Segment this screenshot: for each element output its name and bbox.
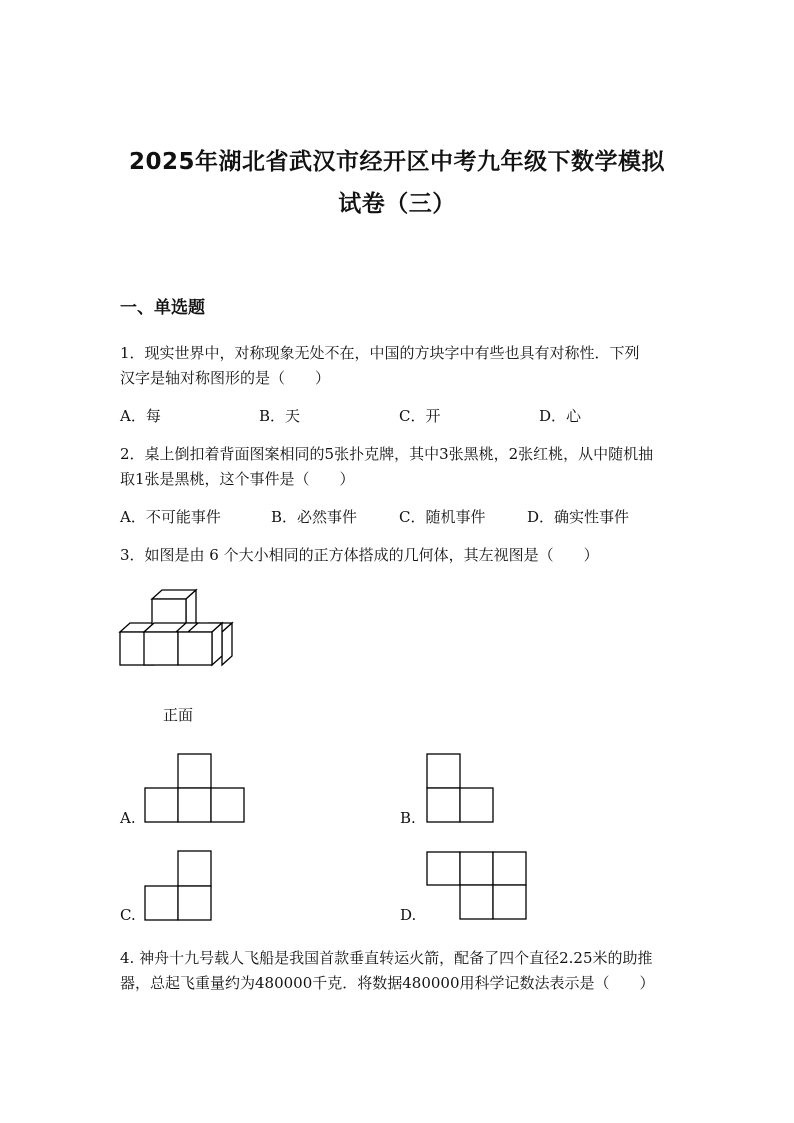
question-3-option-b: B. — [400, 809, 416, 827]
option-b-figure — [425, 753, 497, 823]
page-title-line-1: 2025年湖北省武汉市经开区中考九年级下数学模拟 — [128, 149, 665, 175]
option-d-figure — [425, 850, 529, 922]
question-1-option-c: C．开 — [399, 407, 441, 425]
question-2-option-d: D．确实性事件 — [527, 508, 630, 526]
question-2-option-b: B．必然事件 — [271, 508, 358, 526]
question-3-line-1: 3．如图是由 6 个大小相同的正方体搭成的几何体，其左视图是（ ） — [120, 546, 599, 564]
option-a-figure — [143, 753, 248, 823]
section-heading: 一、单选题 — [120, 298, 205, 318]
question-1-option-a: A．每 — [120, 407, 161, 425]
page-title-line-2: 试卷（三） — [338, 191, 456, 217]
question-3-option-c: C. — [120, 906, 136, 924]
option-c-figure — [143, 850, 215, 922]
question-1-option-d: D．心 — [539, 407, 582, 425]
question-2-option-a: A．不可能事件 — [120, 508, 221, 526]
question-1-line-1: 1．现实世界中，对称现象无处不在，中国的方块字中有些也具有对称性．下列 — [120, 344, 640, 362]
question-1-line-2: 汉字是轴对称图形的是（ ） — [120, 369, 331, 387]
question-4-line-2: 器，总起飞重量约为480000千克．将数据480000用科学记数法表示是（ ） — [120, 974, 655, 992]
question-3-option-a: A. — [120, 809, 136, 827]
question-2-option-c: C．随机事件 — [399, 508, 486, 526]
question-2-line-1: 2．桌上倒扣着背面图案相同的5张扑克牌，其中3张黑桃，2张红桃，从中随机抽 — [120, 445, 654, 463]
question-1-option-b: B．天 — [259, 407, 301, 425]
figure-caption: 正面 — [163, 706, 194, 724]
question-2-line-2: 取1张是黑桃，这个事件是（ ） — [120, 470, 355, 488]
question-3-option-d: D. — [400, 906, 417, 924]
cube-figure — [118, 588, 238, 670]
question-4-line-1: 4. 神舟十九号载人飞船是我国首款垂直转运火箭，配备了四个直径2.25米的助推 — [120, 949, 653, 967]
